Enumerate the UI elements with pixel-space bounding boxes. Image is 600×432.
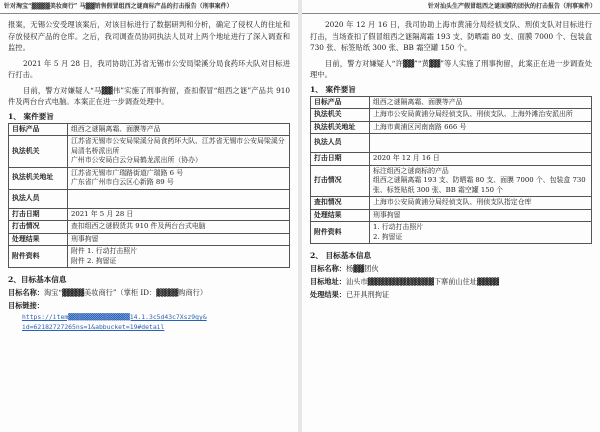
table-value-cell: 组西之谜隔离霜、面膜等产品 bbox=[370, 96, 592, 109]
right-section-1-title: 1、 案件要旨 bbox=[310, 84, 356, 94]
table-row bbox=[9, 189, 290, 208]
left-target-name-row bbox=[8, 286, 290, 299]
table-row bbox=[311, 121, 592, 134]
right-section-2-title: 2、 目标基本信息 bbox=[310, 251, 372, 260]
table-row bbox=[311, 222, 592, 244]
table-row bbox=[311, 96, 592, 109]
table-key-cell: 执法人员 bbox=[9, 189, 68, 208]
table-value-cell bbox=[68, 189, 290, 208]
table-row bbox=[9, 208, 290, 221]
table-value-cell: 2020 年 12 月 16 日 bbox=[370, 153, 592, 166]
table-value-cell: 上海市公安局黄浦分局经侦支队、刑侦支队、上海外滩治安派出所 bbox=[370, 109, 592, 122]
left-section-1-title: 1、 案件要旨 bbox=[8, 111, 54, 121]
table-row bbox=[311, 153, 592, 166]
table-key-cell: 打击日期 bbox=[9, 208, 68, 221]
right-result-paragraph: 目前，警方对嫌疑人“许▓▓”“黄▓▓”等人实施了刑事拘留，此案正在进一步调查处理中。 bbox=[310, 58, 592, 79]
table-key-cell: 打击情况 bbox=[9, 221, 68, 234]
right-result-value: 已开具刑拘证 bbox=[345, 290, 390, 299]
left-target-link-row bbox=[8, 299, 290, 312]
table-key-cell: 处理结果 bbox=[311, 209, 370, 222]
table-row bbox=[9, 136, 290, 168]
left-result-paragraph: 目前，警方对嫌疑人“马▓▓伟”实施了刑事拘留，查扣假冒“组西之谜”产品共 910 件及两台台式电脑。本案正在进一步调查处理中。 bbox=[8, 85, 290, 106]
table-value-cell: 1. 行动打击照片 2. 拘留证 bbox=[370, 222, 592, 244]
left-report-page bbox=[0, 0, 299, 432]
table-value-cell: 附件 1. 行动打击照片 附件 2. 拘留证 bbox=[68, 246, 290, 268]
table-row bbox=[9, 123, 290, 136]
table-key-cell: 目标产品 bbox=[311, 96, 370, 109]
table-key-cell: 目标产品 bbox=[9, 123, 68, 136]
left-intro-paragraph: 报案，无锡公安受理该案后，对该目标进行了数据研判和分析，确定了侵权人的住址和存放侵权产品的仓库。之后，我司调查员协同执法人员对上两个地址进行了深入调查和监控。 bbox=[8, 20, 290, 52]
left-target-link-label: 目标链接： bbox=[8, 301, 44, 310]
table-value-cell: 组西之谜隔离霜、面膜等产品 bbox=[68, 123, 290, 136]
right-report-page bbox=[302, 0, 600, 432]
right-target-name-value: 杨▓▓团伙 bbox=[345, 264, 379, 273]
right-target-address-value: 汕头市▓▓▓▓▓▓▓▓▓▓▓▓下寨前山住址▓▓▓▓ bbox=[345, 277, 500, 286]
right-result-row bbox=[310, 288, 592, 301]
table-key-cell: 执法人员 bbox=[311, 134, 370, 153]
table-row bbox=[311, 165, 592, 197]
right-target-name-row bbox=[310, 262, 592, 275]
right-target-name-label: 目标名称： bbox=[310, 264, 346, 273]
table-value-cell: 查扣组西之谜假货共 910 件及两台台式电脑 bbox=[68, 221, 290, 234]
table-row bbox=[311, 109, 592, 122]
right-target-address-row bbox=[310, 275, 592, 288]
left-case-summary-table bbox=[8, 123, 290, 269]
right-result-label: 处理结果： bbox=[310, 290, 346, 299]
table-key-cell: 处理结果 bbox=[9, 233, 68, 246]
target-link-line-1[interactable]: https://item▓▓▓▓▓▓▓▓▓▓▓▓▓▓▓▓14.1.3c5d43c7Xsz9gy& bbox=[22, 313, 207, 321]
table-key-cell: 执法机关地址 bbox=[311, 121, 370, 134]
left-section-2-title: 2、目标基本信息 bbox=[8, 275, 67, 284]
table-value-cell: 2021 年 5 月 28 日 bbox=[68, 208, 290, 221]
table-key-cell: 查扣情况 bbox=[311, 197, 370, 210]
right-page-header: 针对汕头生产假冒组西之谜面膜的团伙的打击报告（刑事案件） bbox=[302, 0, 600, 14]
table-key-cell: 附件资料 bbox=[311, 222, 370, 244]
left-action-paragraph: 2021 年 5 月 28 日，我司协助江苏省无锡市公安局梁溪分局食药环大队对目标进行打击。 bbox=[8, 58, 290, 79]
table-key-cell: 执法机关 bbox=[311, 109, 370, 122]
table-value-cell: 上海市公安局黄浦分局经侦支队、刑侦支队指定仓库 bbox=[370, 197, 592, 210]
table-key-cell: 执法机关地址 bbox=[9, 167, 68, 189]
table-row bbox=[311, 134, 592, 153]
table-value-cell: 刑事拘留 bbox=[68, 233, 290, 246]
table-key-cell: 打击日期 bbox=[311, 153, 370, 166]
left-target-name-label: 目标名称： bbox=[8, 288, 44, 297]
table-key-cell: 打击情况 bbox=[311, 165, 370, 197]
left-target-name-value: 淘宝“▓▓▓▓美妆商行”（掌柜 ID：▓▓▓▓购商行） bbox=[43, 288, 208, 297]
table-row bbox=[311, 197, 592, 210]
left-page-header: 针对淘宝“▓▓▓▓美妆商行” 马▓▓销售假冒组西之谜商标产品的打击报告（刑事案件） bbox=[0, 0, 298, 14]
table-value-cell: 江苏省无锡市广瑞路街道广瑞路 6 号 广东省广州市白云区心新路 89 号 bbox=[68, 167, 290, 189]
table-key-cell: 附件资料 bbox=[9, 246, 68, 268]
table-row bbox=[9, 167, 290, 189]
right-case-summary-table bbox=[310, 96, 592, 245]
right-action-paragraph: 2020 年 12 月 16 日，我司协助上海市黄浦分局经侦支队、刑侦支队对目标进行打击，当场查扣了假冒组西之谜隔离霜 193 支、防晒霜 80 支、面膜 7000 个、包装盒 730 张、标签贴纸 300 张、BB 霜空罐 150 个。 bbox=[310, 20, 592, 52]
table-value-cell bbox=[370, 134, 592, 153]
table-row bbox=[9, 221, 290, 234]
table-key-cell: 执法机关 bbox=[9, 136, 68, 168]
table-value-cell: 刑事拘留 bbox=[370, 209, 592, 222]
table-row bbox=[311, 209, 592, 222]
target-link-line-2[interactable]: id=62182727265ns=1&abbucket=19#detail bbox=[22, 323, 165, 331]
table-row bbox=[9, 246, 290, 268]
table-value-cell: 上海市黄浦区河南南路 666 号 bbox=[370, 121, 592, 134]
table-value-cell: 江苏省无锡市公安局梁溪分局食药环大队、江苏省无锡市公安局梁溪分局清名桥派出所 广州市公安局白云分局鹤龙派出所（协办） bbox=[68, 136, 290, 168]
table-row bbox=[9, 233, 290, 246]
left-target-link-block bbox=[22, 312, 290, 332]
right-target-address-label: 目标地址： bbox=[310, 277, 346, 286]
table-value-cell: 标注组西之谜商标的产品 组西之谜隔离霜 193 支、防晒霜 80 支、面膜 7000 个、包装盒 730 张、标签贴纸 300 张、BB 霜空罐 150 个 bbox=[370, 165, 592, 197]
